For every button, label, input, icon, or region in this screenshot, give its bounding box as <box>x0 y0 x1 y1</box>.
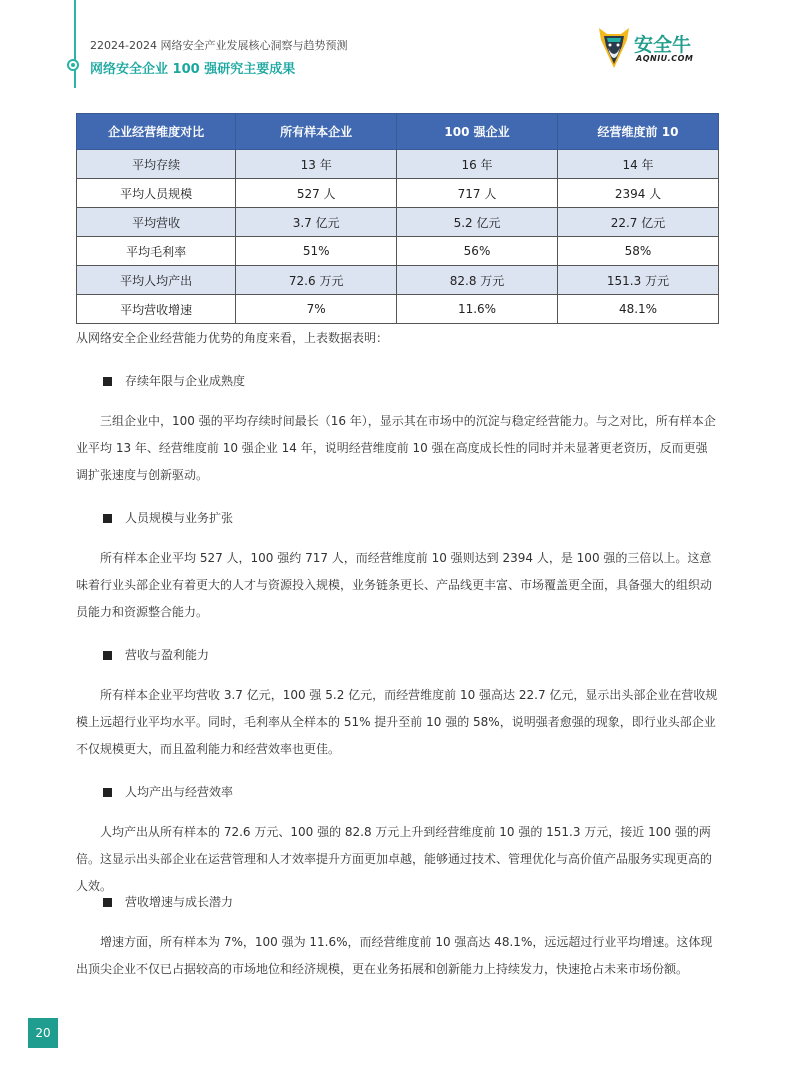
section-heading: 人均产出与经营效率 <box>103 783 233 800</box>
section-heading: 营收增速与成长潜力 <box>103 893 233 910</box>
square-bullet-icon <box>103 788 112 797</box>
table-row <box>77 237 719 266</box>
table-cell: 72.6 万元 <box>236 266 397 295</box>
table-cell: 11.6% <box>397 295 558 324</box>
table-cell: 14 年 <box>558 150 719 179</box>
table-cell: 13 年 <box>236 150 397 179</box>
report-subtitle: 22024-2024 网络安全产业发展核心洞察与趋势预测 <box>90 39 348 52</box>
body-paragraph: 增速方面，所有样本为 7%，100 强为 11.6%，而经营维度前 10 强高达 48.1%，远远超过行业平均增速。这体现出顶尖企业不仅已占据较高的市场地位和经济规模，更在业务拓展和创新能力上持续发力，快速抢占未来市场份额。 <box>76 935 713 976</box>
section-heading: 人员规模与业务扩张 <box>103 509 233 526</box>
square-bullet-icon <box>103 898 112 907</box>
table-cell: 16 年 <box>397 150 558 179</box>
table-cell: 平均人员规模 <box>77 179 236 208</box>
table-row <box>77 150 719 179</box>
table-row <box>77 208 719 237</box>
table-cell: 平均人均产出 <box>77 266 236 295</box>
table-cell: 5.2 亿元 <box>397 208 558 237</box>
table-cell: 82.8 万元 <box>397 266 558 295</box>
table-cell: 527 人 <box>236 179 397 208</box>
table-cell: 717 人 <box>397 179 558 208</box>
table-cell: 7% <box>236 295 397 324</box>
square-bullet-icon <box>103 377 112 386</box>
table-header-row <box>77 114 719 150</box>
table-cell: 22.7 亿元 <box>558 208 719 237</box>
table-cell: 平均毛利率 <box>77 237 236 266</box>
column-header: 所有样本企业 <box>236 114 397 150</box>
brand-logo <box>596 24 706 74</box>
intro-paragraph: 从网络安全企业经营能力优势的角度来看，上表数据表明： <box>76 331 389 345</box>
comparison-table <box>76 113 719 324</box>
table-cell: 51% <box>236 237 397 266</box>
table-cell: 58% <box>558 237 719 266</box>
table-cell: 3.7 亿元 <box>236 208 397 237</box>
table-cell: 平均存续 <box>77 150 236 179</box>
column-header: 100 强企业 <box>397 114 558 150</box>
column-header: 经营维度前 10 <box>558 114 719 150</box>
table-cell: 平均营收增速 <box>77 295 236 324</box>
body-paragraph: 人均产出从所有样本的 72.6 万元、100 强的 82.8 万元上升到经营维度前 10 强的 151.3 万元，接近 100 强的两倍。这显示出头部企业在运营管理和人才效率提升方面更加卓越，能够通过技术、管理优化与高价值产品服务实现更高的人效。 <box>76 825 713 893</box>
logo-text: 安全牛 <box>634 34 692 56</box>
square-bullet-icon <box>103 514 112 523</box>
body-paragraph: 所有样本企业平均营收 3.7 亿元，100 强 5.2 亿元，而经营维度前 10 强高达 22.7 亿元，显示出头部企业在营收规模上远超行业平均水平。同时，毛利率从全样本的 51% 提升至前 10 强的 58%，说明强者愈强的现象，即行业头部企业不仅规模更大，而且盈利能力和经营效率也更佳。 <box>76 688 718 756</box>
table-cell: 2394 人 <box>558 179 719 208</box>
header-bullet-icon <box>67 59 79 71</box>
table-cell: 平均营收 <box>77 208 236 237</box>
header-accent-line <box>74 0 76 88</box>
page-number: 20 <box>28 1018 58 1048</box>
table-row <box>77 179 719 208</box>
body-paragraph: 所有样本企业平均 527 人，100 强约 717 人，而经营维度前 10 强则达到 2394 人，是 100 强的三倍以上。这意味着行业头部企业有着更大的人才与资源投入规模，业务链条更长、产品线更丰富、市场覆盖更全面，具备强大的组织动员能力和资源整合能力。 <box>76 551 713 619</box>
body-paragraph: 三组企业中，100 强的平均存续时间最长（16 年），显示其在市场中的沉淀与稳定经营能力。与之对比，所有样本企业平均 13 年、经营维度前 10 强企业 14 年，说明经营维度前 10 强在高度成长性的同时并未显著更老资历，反而更强调扩张速度与创新驱动。 <box>76 414 716 482</box>
table-row <box>77 295 719 324</box>
table-cell: 48.1% <box>558 295 719 324</box>
table-cell: 56% <box>397 237 558 266</box>
section-heading: 营收与盈利能力 <box>103 646 209 663</box>
table-cell: 151.3 万元 <box>558 266 719 295</box>
column-header: 企业经营维度对比 <box>77 114 236 150</box>
table-row <box>77 266 719 295</box>
section-heading: 存续年限与企业成熟度 <box>103 372 245 389</box>
section-title: 网络安全企业 100 强研究主要成果 <box>90 62 296 77</box>
logo-domain: AQNIU.COM <box>636 54 694 63</box>
bull-shield-icon <box>596 24 632 70</box>
square-bullet-icon <box>103 651 112 660</box>
